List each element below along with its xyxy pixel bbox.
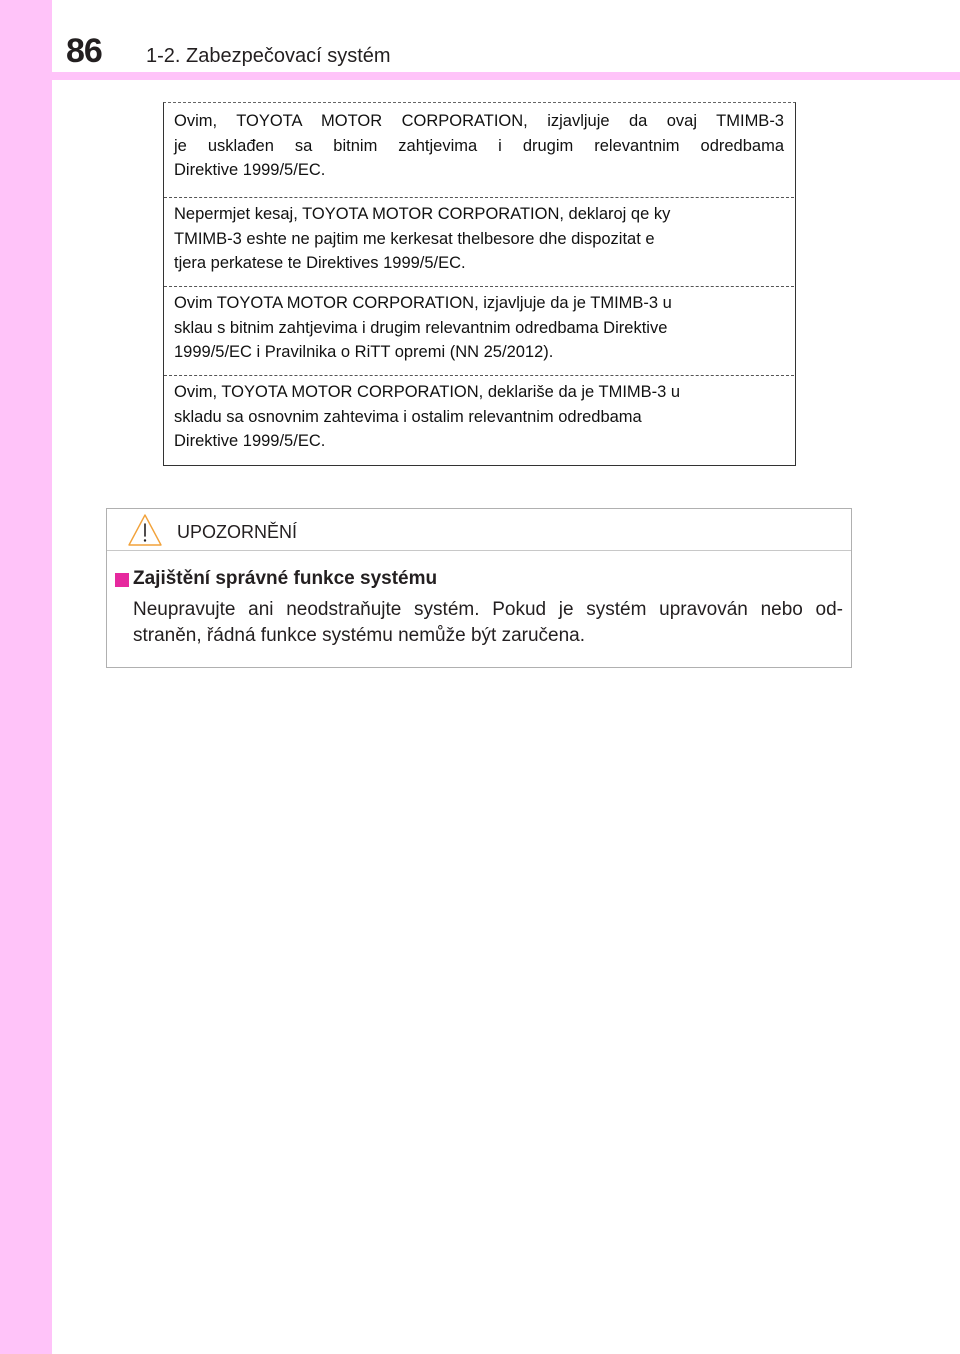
caution-box	[106, 508, 852, 668]
declaration-line: skladu sa osnovnim zahtevima i ostalim relevantnim odredbama	[174, 407, 642, 426]
caution-header	[107, 509, 851, 551]
caution-item-title: Zajištění správné funkce systému	[133, 568, 438, 589]
declaration-line: Direktive 1999/5/EC.	[174, 432, 326, 450]
declaration-line: Direktive 1999/5/EC.	[174, 161, 326, 179]
caution-body-line: straněn, řádná funkce systému nemůže být zaručena.	[133, 625, 586, 646]
declaration-table	[163, 102, 796, 466]
declaration-row	[164, 375, 794, 463]
bullet-square-icon	[115, 573, 129, 587]
caution-item-body	[133, 597, 843, 649]
declaration-row	[164, 197, 794, 285]
declaration-line: je usklađen sa bitnim zahtjevima i drugim relevantnim odredbama	[174, 136, 784, 155]
declaration-line: Ovim TOYOTA MOTOR CORPORATION, izjavljuje da je TMIMB-3 u	[174, 294, 672, 312]
page-number: 86	[66, 32, 102, 70]
declaration-line: Ovim, TOYOTA MOTOR CORPORATION, deklariše da je TMIMB-3 u	[174, 383, 681, 401]
declaration-line: sklau s bitnim zahtjevima i drugim relevantnim odredbama Direktive	[174, 318, 668, 337]
declaration-line: 1999/5/EC i Pravilnika o RiTT opremi (NN 25/2012).	[174, 343, 554, 361]
side-color-strip	[0, 0, 52, 1354]
declaration-row	[164, 109, 794, 195]
declaration-row	[164, 286, 794, 374]
header-rule	[0, 72, 960, 80]
declaration-line: Nepermjet kesaj, TOYOTA MOTOR CORPORATION, deklaroj qe ky	[174, 205, 671, 223]
declaration-line: tjera perkatese te Direktives 1999/5/EC.	[174, 254, 466, 272]
declaration-line: TMIMB-3 eshte ne pajtim me kerkesat thelbesore dhe dispozitat e	[174, 229, 655, 248]
section-title: 1-2. Zabezpečovací systém	[146, 45, 391, 67]
caution-label: UPOZORNĚNÍ	[177, 522, 298, 542]
declaration-line: Ovim, TOYOTA MOTOR CORPORATION, izjavljuje da ovaj TMIMB-3	[174, 112, 784, 130]
warning-triangle-icon	[127, 513, 163, 547]
caution-body-line: Neupravujte ani neodstraňujte systém. Pokud je systém upravován nebo od-	[133, 599, 843, 620]
